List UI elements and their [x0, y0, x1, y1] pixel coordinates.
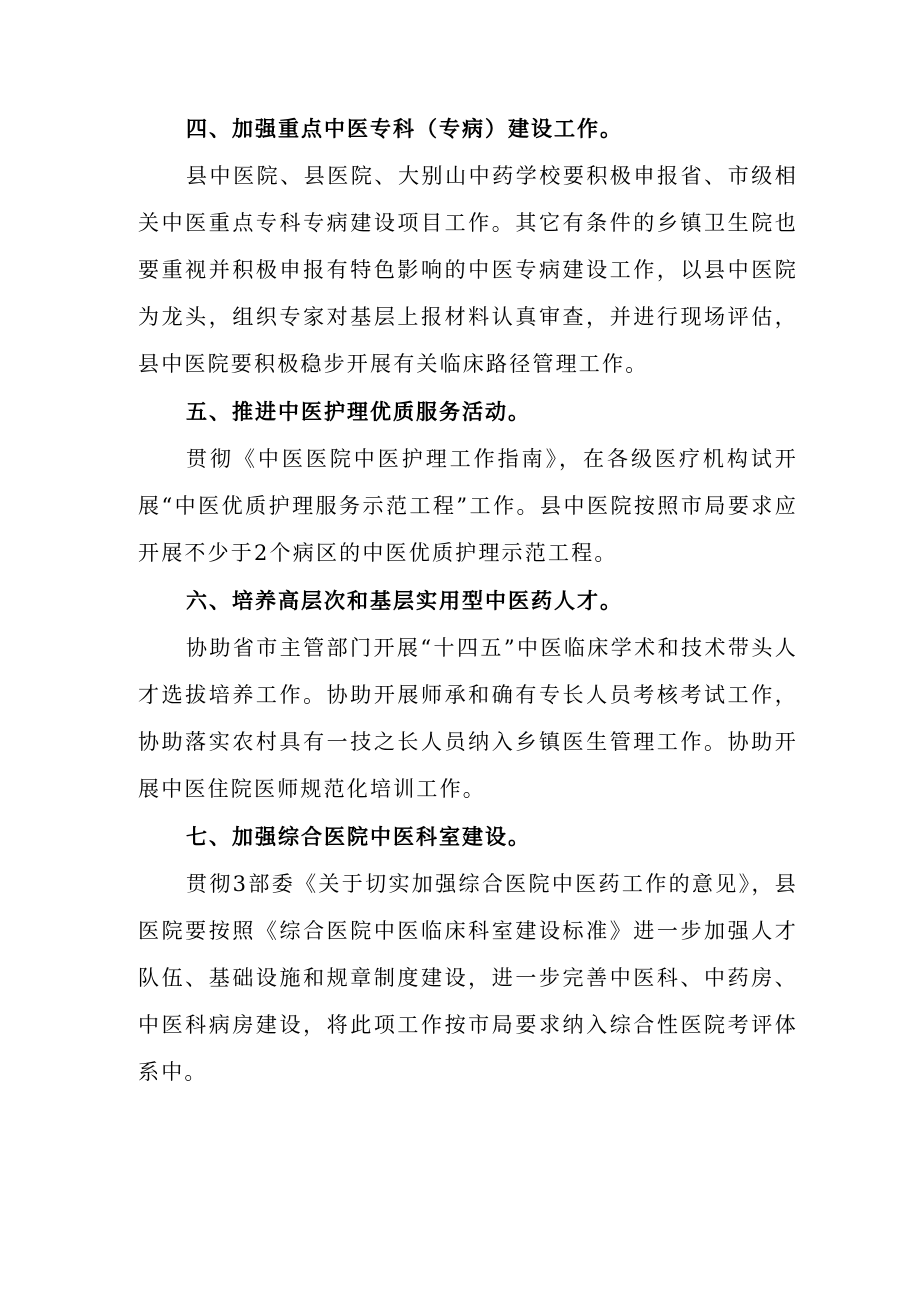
section-body-7: 贯彻3部委《关于切实加强综合医院中医药工作的意见》，县医院要按照《综合医院中医临床科室建设标准》进一步加强人才队伍、基础设施和规章制度建设，进一步完善中医科、中药房、中医科病房建设，将此项工作按市局要求纳入综合性医院考评体系中。: [138, 872, 798, 1084]
section-heading-5: 五、推进中医护理优质服务活动。: [186, 400, 531, 424]
section-body-4: 县中医院、县医院、大别山中药学校要积极申报省、市级相关中医重点专科专病建设项目工作。其它有条件的乡镇卫生院也要重视并积极申报有特色影响的中医专病建设工作，以县中医院为龙头，组织专家对基层上报材料认真审查，并进行现场评估，县中医院要积极稳步开展有关临床路径管理工作。: [138, 164, 798, 376]
section-heading-7: 七、加强综合医院中医科室建设。: [186, 825, 531, 849]
document-body: [138, 106, 798, 1096]
section-heading-4: 四、加强重点中医专科（专病）建设工作。: [186, 117, 623, 141]
section-heading-6: 六、培养高层次和基层实用型中医药人才。: [186, 589, 623, 613]
section-body-6: 协助省市主管部门开展“十四五”中医临床学术和技术带头人才选拔培养工作。协助开展师承和确有专长人员考核考试工作，协助落实农村具有一技之长人员纳入乡镇医生管理工作。协助开展中医住院医师规范化培训工作。: [138, 636, 798, 801]
section-body-5: 贯彻《中医医院中医护理工作指南》，在各级医疗机构试开展“中医优质护理服务示范工程”工作。县中医院按照市局要求应开展不少于2个病区的中医优质护理示范工程。: [138, 447, 798, 565]
